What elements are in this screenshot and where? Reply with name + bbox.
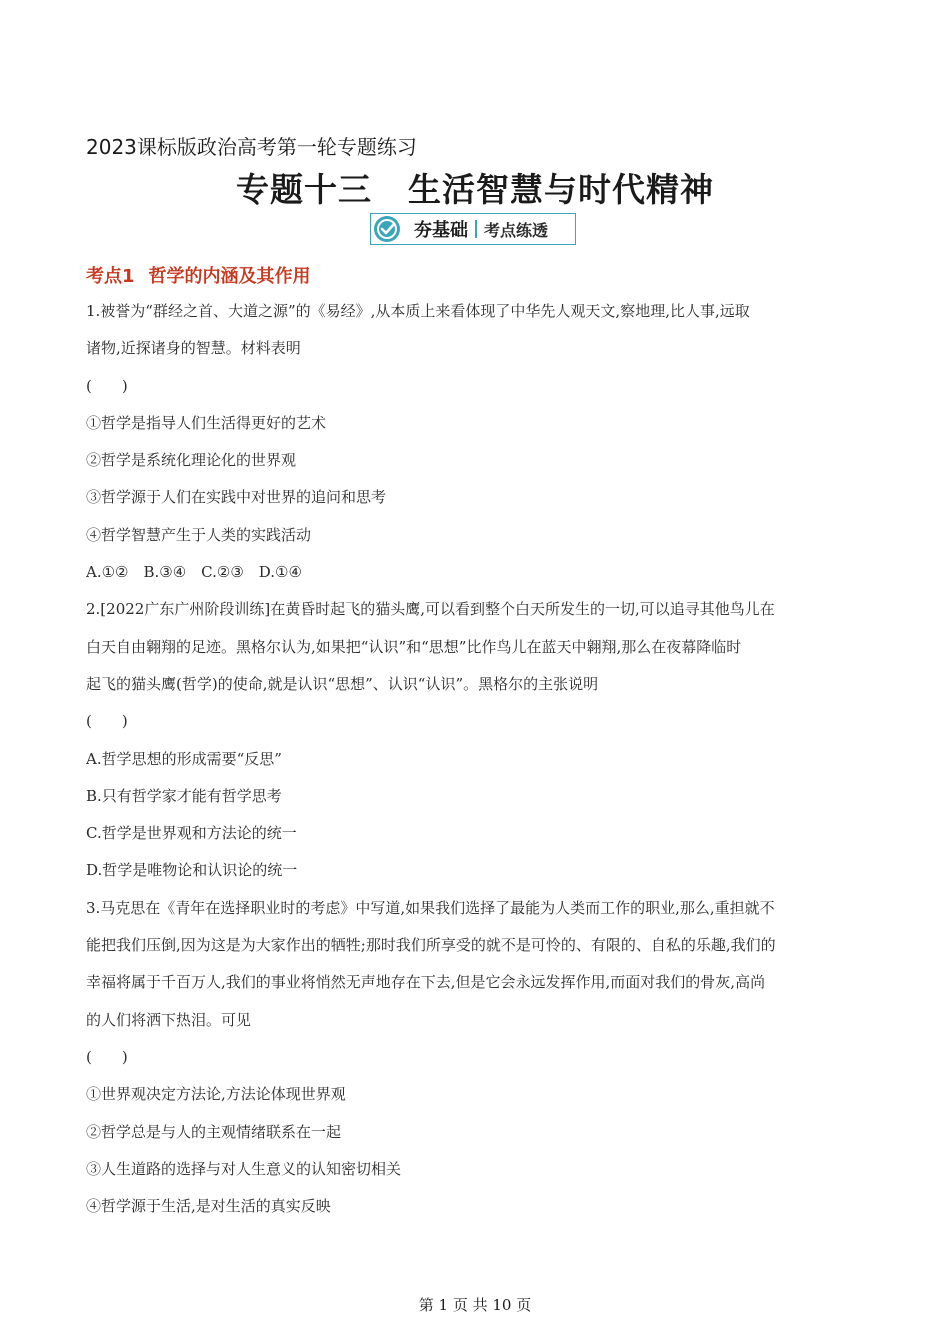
option-item: ③哲学源于人们在实践中对世界的追问和思考 <box>86 488 387 507</box>
question-stem-line: 3.马克思在《青年在选择职业时的考虑》中写道,如果我们选择了最能为人类而工作的职业,那么,重担就不 <box>86 898 775 917</box>
option-item: ①世界观决定方法论,方法论体现世界观 <box>86 1085 346 1104</box>
question-stem-line: 2.[2022广东广州阶段训练]在黄昏时起飞的猫头鹰,可以看到整个白天所发生的一切,可以追寻其他鸟儿在 <box>86 600 775 619</box>
question-stem-line: 的人们将洒下热泪。可见 <box>86 1010 252 1029</box>
question-stem-line: 诸物,近探诸身的智慧。材料表明 <box>86 339 301 358</box>
option-item: C.哲学是世界观和方法论的统一 <box>86 824 297 843</box>
option-item: ②哲学总是与人的主观情绪联系在一起 <box>86 1122 342 1141</box>
question-3 <box>86 890 876 1226</box>
question-2 <box>86 591 876 889</box>
option-item: D.哲学是唯物论和认识论的统一 <box>86 861 298 880</box>
answer-blank: ( ) <box>86 712 128 731</box>
question-stem-line: 白天自由翱翔的足迹。黑格尔认为,如果把“认识”和“思想”比作鸟儿在蓝天中翱翔,那么在夜幕降临时 <box>86 637 742 656</box>
badge-divider <box>475 220 477 238</box>
section-badge <box>370 213 576 245</box>
title-topic-number: 专题十三 <box>236 170 372 209</box>
option-item: ③人生道路的选择与对人生意义的认知密切相关 <box>86 1159 402 1178</box>
question-stem-line: 1.被誉为“群经之首、大道之源”的《易经》,从本质上来看体现了中华先人观天文,察地理,比人事,远取 <box>86 302 750 320</box>
answer-choices: A.①② B.③④ C.②③ D.①④ <box>86 563 302 582</box>
answer-blank: ( ) <box>86 376 128 395</box>
option-item: ④哲学源于生活,是对生活的真实反映 <box>86 1197 331 1216</box>
badge-main-label: 夯基础 <box>414 220 468 241</box>
title-topic-name: 生活智慧与时代精神 <box>408 170 714 209</box>
page-number: 第 1 页 共 10 页 <box>418 1296 532 1314</box>
section-heading <box>86 262 311 288</box>
question-stem-line: 起飞的猫头鹰(哲学)的使命,就是认识“思想”、认识“认识”。黑格尔的主张说明 <box>86 674 599 693</box>
option-item: ④哲学智慧产生于人类的实践活动 <box>86 525 312 544</box>
check-circle-icon <box>372 214 402 244</box>
question-stem-line: 幸福将属于千百万人,我们的事业将悄然无声地存在下去,但是它会永远发挥作用,而面对我们的骨灰,高尚 <box>86 973 766 992</box>
option-item: ②哲学是系统化理论化的世界观 <box>86 451 297 470</box>
question-list <box>86 293 876 1225</box>
question-1 <box>86 293 876 591</box>
option-item: A.哲学思想的形成需要“反思” <box>86 749 282 768</box>
section-label: 考点1 <box>86 266 135 287</box>
option-item: B.只有哲学家才能有哲学思考 <box>86 786 282 805</box>
option-item: ①哲学是指导人们生活得更好的艺术 <box>86 413 327 432</box>
document-subtitle: 2023课标版政治高考第一轮专题练习 <box>86 135 417 159</box>
section-title: 哲学的内涵及其作用 <box>148 266 311 287</box>
badge-sub-label: 考点练透 <box>484 220 549 240</box>
document-title <box>0 164 950 211</box>
question-stem-line: 能把我们压倒,因为这是为大家作出的牺牲;那时我们所享受的就不是可怜的、有限的、自私的乐趣,我们的 <box>86 936 776 955</box>
answer-blank: ( ) <box>86 1047 128 1066</box>
